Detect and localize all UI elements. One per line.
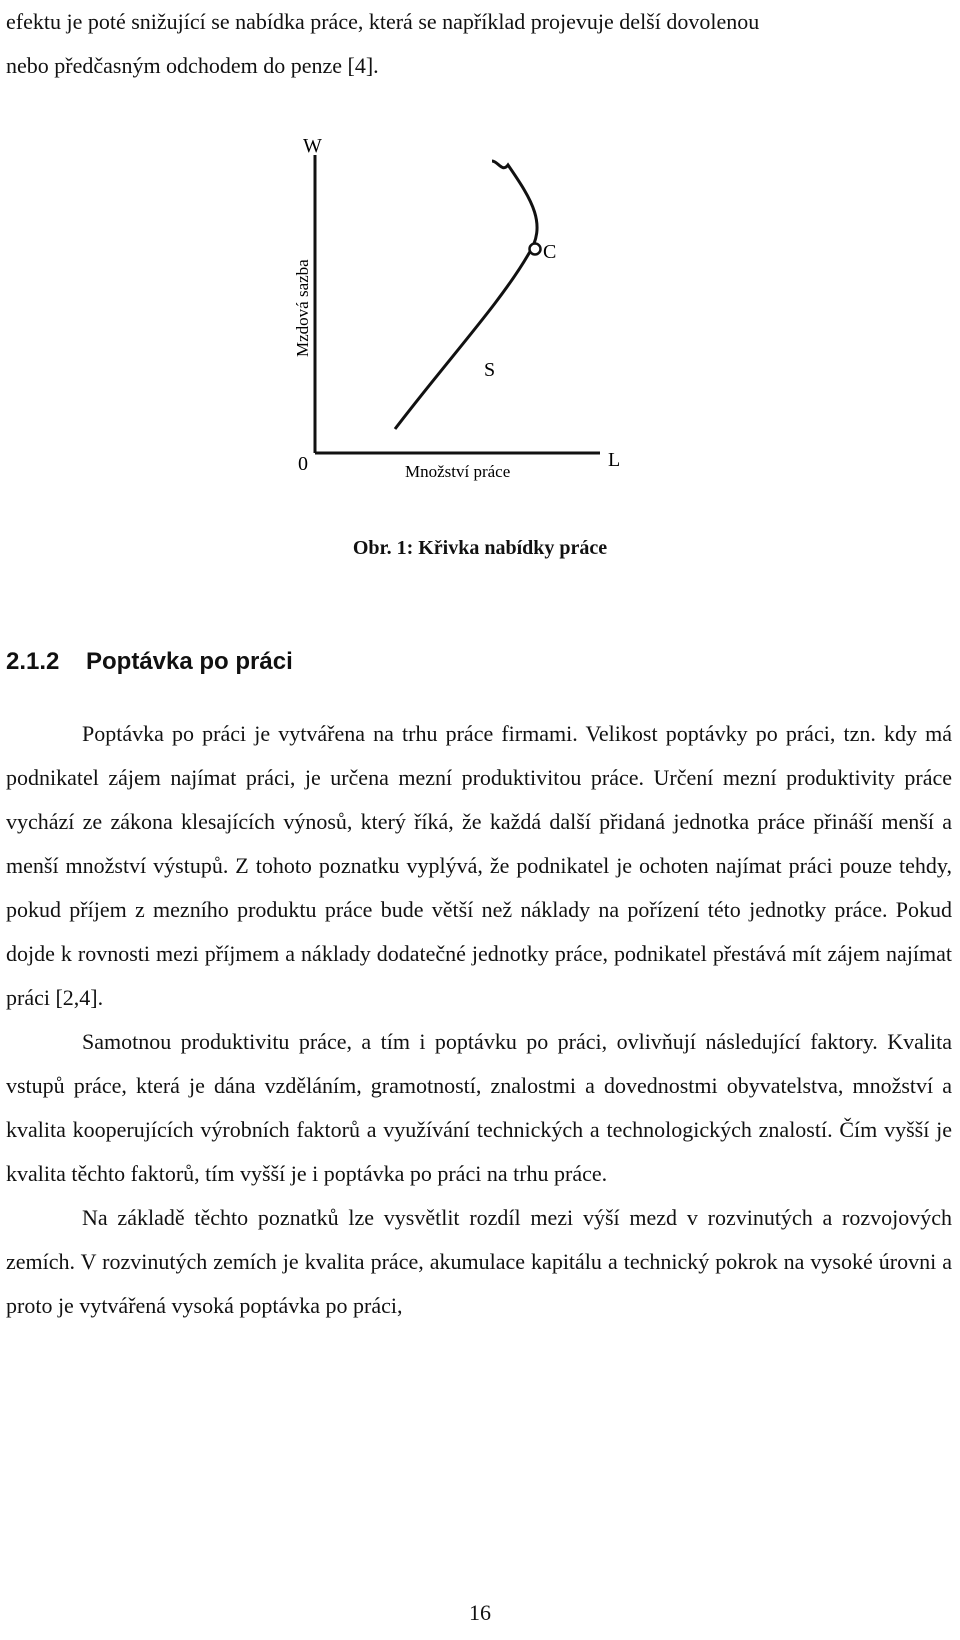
figure-caption: Obr. 1: Křivka nabídky práce (352, 537, 608, 559)
point-c-marker (530, 244, 541, 255)
paragraph-1: Poptávka po práci je vytvářena na trhu práce firmami. Velikost poptávky po práci, tzn. kdy má podnikatel zájem najímat práci, je určena mezní produktivitou práce. Určení mezní produktivity práce vychází ze zákona klesajících výnosů, který říká, že každá další přidaná jednotka práce přináší menší a menší množství výstupů. Z tohoto poznatku vyplývá, že podnikatel je ochoten najímat práci pouze tehdy, pokud příjem z mezního produktu práce bude větší než náklady na pořízení této jednotky práce. Pokud dojde k rovnosti mezi příjmem a náklady dodatečné jednotky práce, podnikatel přestává mít zájem najímat práci [2,4]. (6, 721, 952, 1010)
x-axis-end-label: L (608, 449, 621, 471)
section-number: 2.1.2 (6, 648, 60, 675)
y-axis-top-label: W (303, 135, 322, 157)
intro-text (6, 0, 954, 88)
intro-line-1: efektu je poté snižující se nabídka práce, která se například projevuje delší dovolenou (6, 9, 760, 34)
supply-curve (395, 161, 537, 429)
body-text (6, 712, 952, 1328)
labor-supply-figure (270, 125, 690, 515)
page-number: 16 (469, 1600, 491, 1625)
curve-label: S (484, 359, 496, 381)
paragraph-3: Na základě těchto poznatků lze vysvětlit rozdíl mezi výší mezd v rozvinutých a rozvojových zemích. V rozvinutých zemích je kvalita práce, akumulace kapitálu a technický pokrok na vysoké úrovni a proto je vytvářená vysoká poptávka po práci, (6, 1205, 952, 1318)
section-heading (6, 648, 293, 676)
x-axis-title: Množství práce (405, 462, 511, 481)
paragraph-2: Samotnou produktivitu práce, a tím i poptávku po práci, ovlivňují následující faktory. Kvalita vstupů práce, která je dána vzděláním, gramotností, znalostmi a dovednostmi obyvatelstva, množství a kvalita kooperujících výrobních faktorů a využívání technických a technologických znalostí. Čím vyšší je kvalita těchto faktorů, tím vyšší je i poptávka po práci na trhu práce. (6, 1029, 952, 1186)
section-title: Poptávka po práci (86, 648, 293, 675)
origin-label: 0 (298, 453, 308, 475)
y-axis-title: Mzdová sazba (293, 259, 312, 357)
intro-line-2: nebo předčasným odchodem do penze [4]. (6, 53, 379, 78)
point-label: C (543, 241, 557, 263)
